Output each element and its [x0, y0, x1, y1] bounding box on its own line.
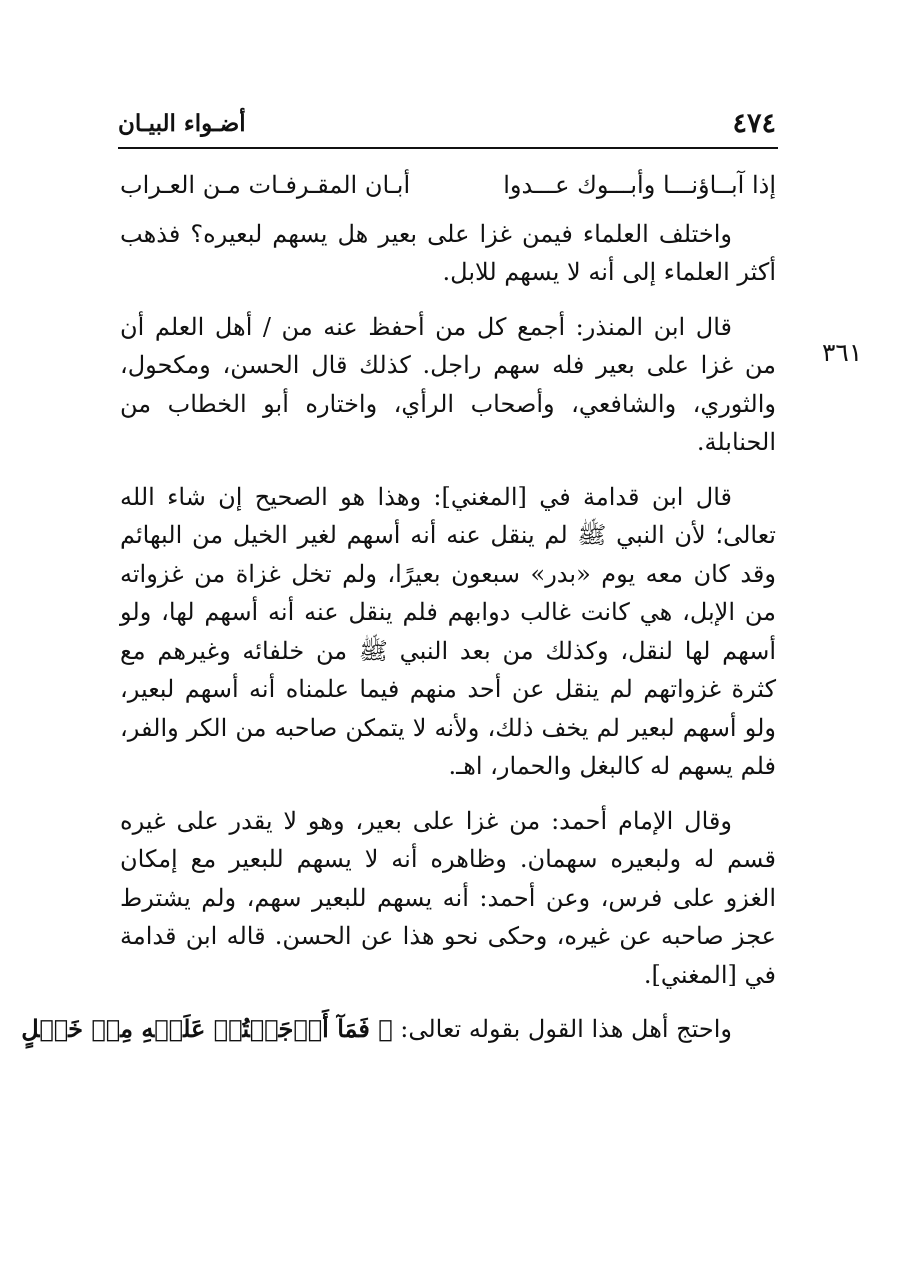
margin-page-reference: ٣٦١ [822, 338, 863, 367]
page-number: ٤٧٤ [732, 108, 776, 139]
paragraph: وقال الإمام أحمد: من غزا على بعير، وهو لا يقدر على غيره قسم له ولبعيره سهمان. وظاهره أنه لا يسهم للبعير مع إمكان الغزو على فرس، وعن أحمد: أنه يسهم للبعير سهم، ولم يشترط عجز صاحبه عن غيره، وحكى نحو هذا عن الحسن. قاله ابن قدامة في [المغني]. [120, 806, 776, 989]
page-body [21, 166, 776, 1065]
verse-first-hemistich: إذا آبــاؤنـــا وأبـــوك عـــدوا [503, 171, 776, 199]
paragraph: قال ابن المنذر: أجمع كل من أحفظ عنه من / أهل العلم أن من غزا على بعير فله سهم راجل. كذلك قال الحسن، ومكحول، والثوري، والشافعي، وأصحاب الرأي، واختاره أبو الخطاب من الحنابلة. [120, 312, 776, 456]
paragraph-text: واحتج أهل هذا القول بقوله تعالى: [400, 1015, 732, 1043]
header-divider [118, 147, 778, 149]
page-header [118, 108, 776, 144]
paragraph: واختلف العلماء فيمن غزا على بعير هل يسهم لبعيره؟ فذهب أكثر العلماء إلى أنه لا يسهم للابل. [120, 219, 776, 286]
quran-quote: ﴿ فَمَآ أَوۡجَفۡتُمۡ عَلَيۡهِ مِنۡ خَيۡلٍ [21, 1014, 393, 1043]
poetry-verse [120, 166, 776, 205]
paragraph: قال ابن قدامة في [المغني]: وهذا هو الصحيح إن شاء الله تعالى؛ لأن النبي ﷺ لم ينقل عنه أنه أسهم لغير الخيل من البهائم وقد كان معه يوم «بدر» سبعون بعيرًا، ولم تخل غزاة من غزواته من الإبل، هي كانت غالب دوابهم فلم ينقل عنه أنه أسهم لها، ولو أسهم لها لنقل، وكذلك من بعد النبي ﷺ من خلفائه وغيرهم مع كثرة غزواتهم لم ينقل عن أحد منهم فيما علمناه أنه أسهم لبعير، ولو أسهم لبعير لم يخف ذلك، ولأنه لا يتمكن صاحبه من الكر والفر، فلم يسهم له كالبغل والحمار، اهـ. [120, 482, 776, 780]
book-title: أضـواء البيـان [118, 110, 246, 137]
verse-second-hemistich: أبـان المقـرفـات مـن العـراب [120, 171, 411, 199]
paragraph-with-quran-quote [21, 1010, 776, 1049]
